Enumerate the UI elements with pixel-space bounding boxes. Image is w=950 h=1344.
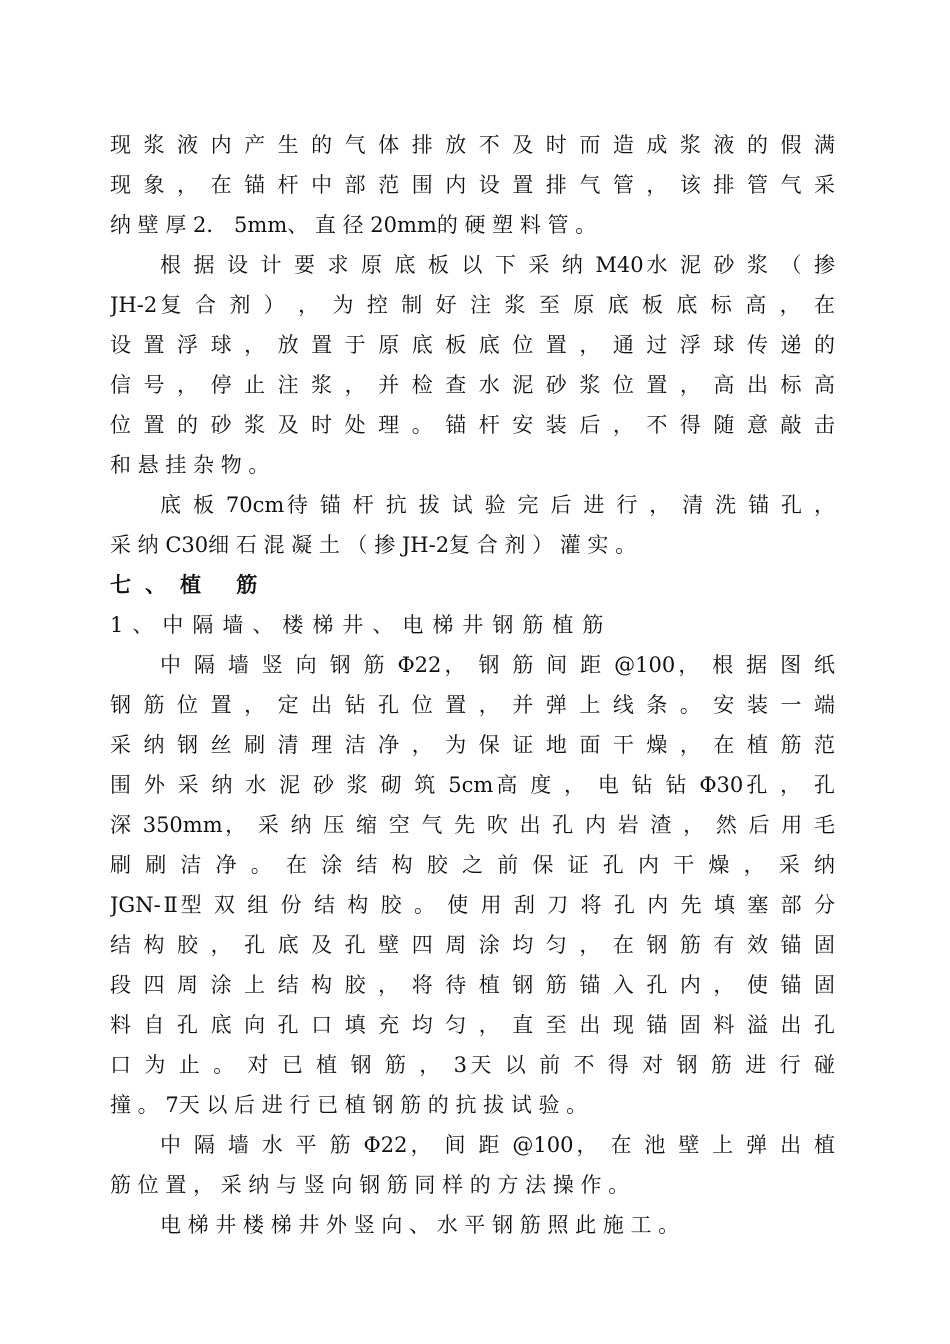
paragraph-horizontal-rebar (110, 1125, 835, 1205)
text-line: 中 隔 墙 竖 向 钢 筋 Φ22， 钢 筋 间 距 @100， 根 据 图 纸 (160, 653, 835, 677)
paragraph-floor-slab (110, 485, 835, 565)
document-page (110, 125, 835, 1245)
text-line: 信 号 ， 停 止 注 浆 ， 并 检 查 水 泥 砂 浆 位 置 ， 高 出 标 高 (110, 373, 835, 397)
text-line: 现 象 ， 在 锚 杆 中 部 范 围 内 设 置 排 气 管 ， 该 排 管 气 采 (110, 173, 835, 197)
text-line: JH-2复 合 剂 ） ， 为 控 制 好 注 浆 至 原 底 板 底 标 高 ， 在 (110, 293, 835, 317)
text-line: 刷 刷 洁 净 。 在 涂 结 构 胶 之 前 保 证 孔 内 干 燥 ， 采 纳 (110, 853, 835, 877)
text-line: 深 350mm， 采 纳 压 缩 空 气 先 吹 出 孔 内 岩 渣 ， 然 后 用 毛 (110, 813, 835, 837)
text-line: 设 置 浮 球 ， 放 置 于 原 底 板 底 位 置 ， 通 过 浮 球 传 递 的 (110, 333, 835, 357)
text-line: 纳 壁 厚 2． 5mm、 直 径 20mm的 硬 塑 料 管 。 (110, 213, 597, 237)
text-line: 撞 。 7天 以 后 进 行 已 植 钢 筋 的 抗 拔 试 验 。 (110, 1093, 588, 1117)
paragraph-exhaust-pipe (110, 125, 835, 245)
text-line: 围 外 采 纳 水 泥 砂 浆 砌 筑 5cm高 度 ， 电 钻 钻 Φ30孔 ， 孔 (110, 773, 835, 797)
paragraph-elevator-shaft (110, 1205, 835, 1245)
text-line: 和 悬 挂 杂 物 。 (110, 453, 270, 477)
text-line: 位 置 的 砂 浆 及 时 处 理 。 锚 杆 安 装 后 ， 不 得 随 意 敲 击 (110, 413, 835, 437)
text-line: JGN-Ⅱ型 双 组 份 结 构 胶 。 使 用 刮 刀 将 孔 内 先 填 塞 部 分 (110, 893, 835, 917)
text-line: 电 梯 井 楼 梯 井 外 竖 向 、 水 平 钢 筋 照 此 施 工 。 (160, 1213, 680, 1237)
text-line: 采 纳 钢 丝 刷 清 理 洁 净 ， 为 保 证 地 面 干 燥 ， 在 植 筋 范 (110, 733, 835, 757)
text-line: 钢 筋 位 置 ， 定 出 钻 孔 位 置 ， 并 弹 上 线 条 。 安 装 一 端 (110, 693, 835, 717)
text-line: 采 纳 C30细 石 混 凝 土 （ 掺 JH-2复 合 剂 ） 灌 实 。 (110, 533, 637, 557)
text-line: 口 为 止 。 对 已 植 钢 筋 ， 3天 以 前 不 得 对 钢 筋 进 行 碰 (110, 1053, 835, 1077)
text-line: 筋 位 置 ， 采 纳 与 竖 向 钢 筋 同 样 的 方 法 操 作 。 (110, 1173, 630, 1197)
text-line: 底 板 70cm待 锚 杆 抗 拔 试 验 完 后 进 行 ， 清 洗 锚 孔 ， (160, 493, 835, 517)
text-line: 段 四 周 涂 上 结 构 胶 ， 将 待 植 钢 筋 锚 入 孔 内 ， 使 锚 固 (110, 973, 835, 997)
paragraph-mortar-grouting (110, 245, 835, 485)
text-line: 结 构 胶 ， 孔 底 及 孔 壁 四 周 涂 均 匀 ， 在 钢 筋 有 效 锚 固 (110, 933, 835, 957)
text-line: 现 浆 液 内 产 生 的 气 体 排 放 不 及 时 而 造 成 浆 液 的 假 满 (110, 133, 835, 157)
text-line: 中 隔 墙 水 平 筋 Φ22， 间 距 @100， 在 池 壁 上 弹 出 植 (160, 1133, 835, 1157)
paragraph-vertical-rebar (110, 645, 835, 1125)
subsection-heading: 1、中隔墙、楼梯井、电梯井钢筋植筋 (110, 613, 613, 637)
text-line: 料 自 孔 底 向 孔 口 填 充 均 匀 ， 直 至 出 现 锚 固 料 溢 出 孔 (110, 1013, 835, 1037)
section-heading: 七、植 筋 (110, 572, 272, 597)
text-line: 根 据 设 计 要 求 原 底 板 以 下 采 纳 M40水 泥 砂 浆 （ 掺 (160, 253, 835, 277)
